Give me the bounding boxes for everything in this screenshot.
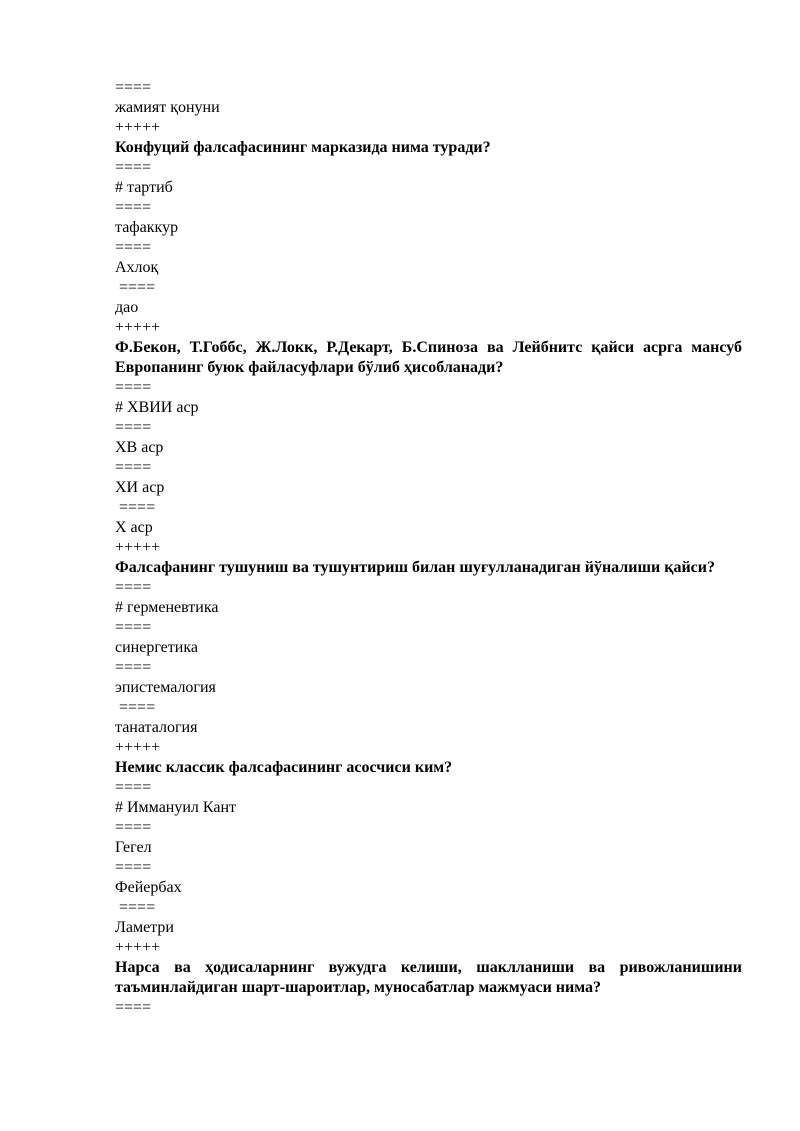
separator-line: ==== bbox=[115, 499, 156, 516]
separator-line: +++++ bbox=[115, 319, 161, 336]
answer-option: дао bbox=[115, 299, 139, 316]
separator-line: +++++ bbox=[115, 739, 161, 756]
question-text: Нарса ва ҳодисаларнинг вужудга келиши, шаклланиши ва ривожланишини таъминлайдиган шарт-шароитлар, муносабатлар мажмуаси нима? bbox=[115, 959, 742, 996]
answer-option: # тартиб bbox=[115, 179, 173, 196]
separator-line: ==== bbox=[115, 279, 156, 296]
separator-line: ==== bbox=[115, 699, 156, 716]
separator-line: ==== bbox=[115, 899, 156, 916]
separator-line: ==== bbox=[115, 199, 152, 216]
answer-option: Х аср bbox=[115, 519, 153, 536]
separator-line: ==== bbox=[115, 239, 152, 256]
answer-option: Гегел bbox=[115, 839, 152, 856]
separator-line: +++++ bbox=[115, 119, 161, 136]
answer-option: Фейербах bbox=[115, 879, 182, 896]
separator-line: +++++ bbox=[115, 939, 161, 956]
question-text: Немис классик фалсафасининг асосчиси ким? bbox=[115, 759, 453, 776]
separator-line: ==== bbox=[115, 79, 152, 96]
answer-option: танаталогия bbox=[115, 719, 198, 736]
separator-line: ==== bbox=[115, 459, 152, 476]
separator-line: ==== bbox=[115, 579, 152, 596]
answer-option: эпистемалогия bbox=[115, 679, 216, 696]
separator-line: ==== bbox=[115, 619, 152, 636]
separator-line: +++++ bbox=[115, 539, 161, 556]
answer-option: ХИ аср bbox=[115, 479, 165, 496]
question-text: Конфуций фалсафасининг марказида нима туради? bbox=[115, 139, 491, 156]
document-page bbox=[115, 78, 742, 1018]
answer-option: # герменевтика bbox=[115, 599, 219, 616]
separator-line: ==== bbox=[115, 419, 152, 436]
separator-line: ==== bbox=[115, 999, 152, 1016]
separator-line: ==== bbox=[115, 159, 152, 176]
answer-option: синергетика bbox=[115, 639, 198, 656]
answer-option: Ламетри bbox=[115, 919, 174, 936]
answer-option: жамият қонуни bbox=[115, 99, 220, 116]
question-text: Фалсафанинг тушуниш ва тушунтириш билан шуғулланадиган йўналиши қайси? bbox=[115, 559, 715, 576]
separator-line: ==== bbox=[115, 659, 152, 676]
separator-line: ==== bbox=[115, 779, 152, 796]
answer-option: # Иммануил Кант bbox=[115, 799, 237, 816]
separator-line: ==== bbox=[115, 379, 152, 396]
answer-option: Ахлоқ bbox=[115, 259, 159, 276]
answer-option: ХВ аср bbox=[115, 439, 164, 456]
separator-line: ==== bbox=[115, 819, 152, 836]
separator-line: ==== bbox=[115, 859, 152, 876]
question-text: Ф.Бекон, Т.Гоббс, Ж.Локк, Р.Декарт, Б.Спиноза ва Лейбнитс қайси асрга мансуб Европанинг буюк файласуфлари бўлиб ҳисобланади? bbox=[115, 339, 742, 376]
answer-option: тафаккур bbox=[115, 219, 179, 236]
answer-option: # ХВИИ аср bbox=[115, 399, 199, 416]
